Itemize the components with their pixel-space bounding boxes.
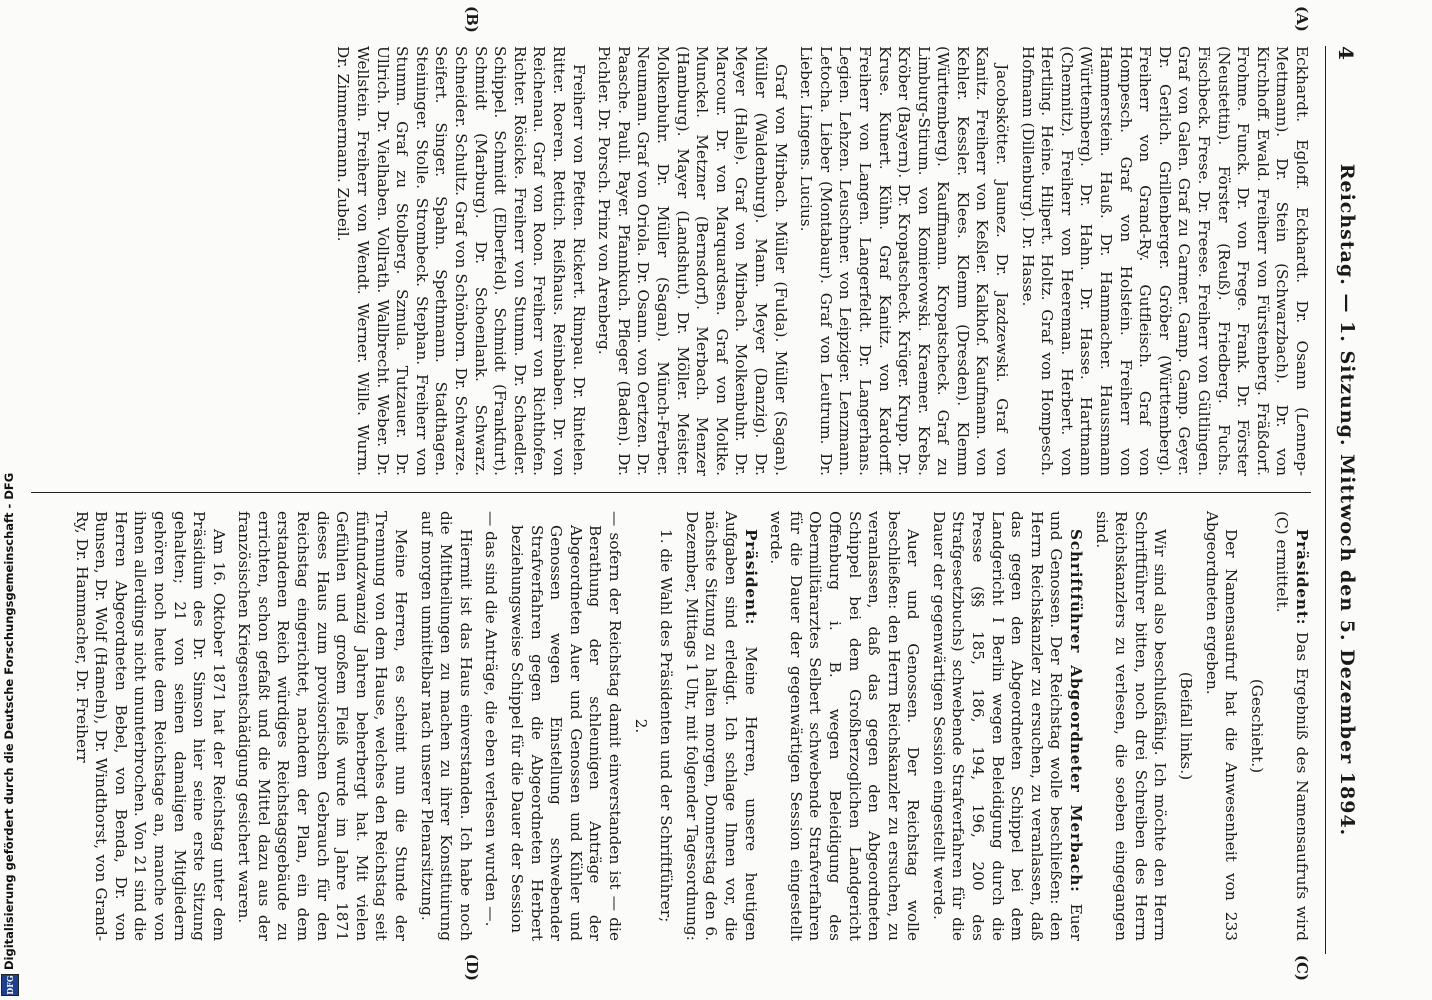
margin-mark-b: (B) — [463, 6, 481, 33]
speaker-label: Schriftführer Abgeordneter Merbach: — [1067, 529, 1086, 893]
speech-paragraph — [928, 511, 1085, 941]
speech-paragraph — [681, 511, 759, 941]
margin-mark-c: (C) — [1293, 954, 1311, 981]
speech-paragraph — [1272, 511, 1311, 941]
speech-text: Auer und Genossen. Der Reichstag wolle beschließen: den Herrn Reichskanzler zu ersuchen, zu veranlassen, daß das gegen den Abgeordneten Schippel bei dem Großherzoglichen Landgericht Offenburg i. B. wegen Beleidigung des Obermilitärarztes Selbert schwebende Strafverfahren für die Dauer der gegenwärtigen Session eingestellt werde. — [767, 511, 923, 941]
name-list-paragraph: Jacobskötter. Jaunez. Dr. Jazdzewski. Graf von Kanitz. Freiherr von Keßler. Kalkhof. Kaufmann. von Kehler. Kessler. Klees. Klemm (Dresden). Klemm (Württemberg). Kauffmann. Kropatscheck. Graf zu Limburg-Stirum. von Komierowski. Kraemer. Krebs. Kröber (Bayern). Dr. Kropatscheck. Krüger. Krupp. Dr. Kruse. Kunert. Kühn. Graf Kanitz. von Kardorff. Freiherr von Langen. Langerfeldt. Dr. Langerhans. Legien. Lehzen. Leuschner. von Leipziger. Lenzmann. Letocha. Lieber (Montabaur). Graf von Leutrum. Dr. Lieber. Lingens. Lucius. — [797, 46, 1012, 476]
agenda-item: 1. die Wahl des Präsidenten und der Schriftführer; — [657, 529, 676, 923]
digitization-footer — [0, 0, 20, 1000]
name-list-paragraph: Graf von Mirbach. Müller (Fulda). Müller (Sagan). Müller (Waldenburg). Mann. Meyer (Danzig). Dr. Meyer (Halle). Graf von Mirbach. Molkenbuhr. Dr. Marcour. Dr. von Marquardsen. Graf von Moltke. Munckel. Metzner (Bernsdorf). Merbach. Menzer (Hamburg). Mayer (Landshut). Dr. Möller. Meister. Molkenbuhr. Dr. Müller (Sagan). Münch-Ferber. Neumann. Graf von Oriola. Dr. Osann. von Oertzen. Dr. Paasche. Pauli. Payer. Pfannkuch. Pfleger (Baden). Dr. Pichler. Dr. Porsch. Prinz von Arenberg. — [595, 46, 790, 476]
speech-text: Meine Herren, unsere heutigen Aufgaben sind erledigt. Ich schlage Ihnen vor, die nächste Sitzung zu halten morgen, Donnerstag den 6. Dezember, Mittags 1 Uhr, mit folgender Tagesordnung: — [682, 511, 760, 941]
speech-text: Der Namensaufruf hat die Anwesenheit von 233 Abgeordneten ergeben. — [1202, 511, 1241, 941]
page-header — [1325, 46, 1360, 954]
speech-text: Meine Herren, es scheint nun die Stunde der Trennung von dem Hause, welches den Reichstag seit fünfundzwanzig Jahren beherbergt hat. Mit vielen Gefühlen und großem Fleiß wurde im Jahre 1871 dieses Haus zum provisorischen Gebrauch für den Reichstag eingerichtet, nachdem der Plan, ein dem erstandenen Reich würdiges Reichstagsgebäude zu errichten, schon gefaßt und die Mittel dazu aus der französischen Kriegsentschädigung gesichert waren. — [235, 511, 411, 941]
speech-text: Wir sind also beschlußfähig. Ich möchte den Herrn Schriftführer bitten, noch drei Schreiben des Herrn Reichskanzlers zu verlesen, die soeben eingegangen sind. — [1092, 511, 1170, 941]
speech-text: Euer und Genossen. Der Reichstag wolle beschließen: den Herrn Reichskanzler zu ersuchen, zu veranlassen, daß das gegen den Abgeordneten Schippel bei dem Landgericht I Berlin wegen Beleidigung durch die Presse (§§ 185, 186, 194, 196, 200 des Strafgesetzbuchs) schwebende Strafverfahren für die Dauer der gegenwärtigen Session eingestellt werde. — [929, 511, 1086, 941]
speech-text: Am 16. Oktober 1871 hat der Reichstag unter dem Präsidium des Dr. Simson hier seine erste Sitzung gehalten; 21 von seinen damaligen Mitgliedern gehören noch heute dem Reichstage an, manche von ihnen allerdings nicht ununterbrochen. Von 21 sind die Herren Abgeordneten Bebel, von Benda, Dr. von Bunsen, Dr. Wolf (Hameln), Dr. Windthorst, von Grand-Ry, Dr. Hammacher, Dr. Freiherr — [72, 511, 228, 941]
stage-direction: (Beifall links.) — [1177, 671, 1196, 781]
speech-text: Hiermit ist das Haus einverstanden. Ich habe noch die Mittheilungen zu machen zu ihrer Konstituirung auf morgen unmittelbar nach unserer Plenarsitzung. — [417, 511, 475, 941]
page-number: 4 — [1334, 46, 1358, 60]
margin-mark-d: (D) — [463, 953, 481, 981]
agenda-note: — das sind die Anträge, die eben verlesen wurden —. — [482, 511, 501, 927]
stage-direction: (Geschieht.) — [1247, 678, 1266, 774]
name-list-paragraph: Eckhardt. Egloff. Eckhardt. Dr. Osann (Lennep-Mettmann). Dr. Stein (Schwarzbach). Dr. von Kirchhoff. Ewald. Freiherr von Fürstenberg. Fräßdorf. Frohme. Funck. Dr. von Frege. Frank. Dr. Förster (Neustettin). Förster (Reuß). Friedberg. Fuchs. Fischbeck. Frese. Dr. Freese. Freiherr von Gültlingen. Graf von Galen. Graf zu Carmer. Gamp. Gamp. Geyer. Dr. Gerlich. Grillenberger. Gröber (Württemberg). Freiherr von Grand-Ry. Gutfleisch. Graf von Hompesch. Graf von Holstein. Freiherr von Hammerstein. Hauß. Dr. Hammacher. Haussmann (Württemberg). Dr. Hahn. Dr. Hasse. Hartmann (Chemnitz). Freiherr von Heereman. Herbert. von Hertling. Heine. Hilpert. Holtz. Graf von Hompesch. Hofmann (Dillenburg). Dr. Hasse. — [1018, 46, 1311, 476]
right-column — [31, 492, 1311, 981]
dfg-logo: DFG — [1, 974, 19, 996]
running-head: Reichstag. — 1. Sitzung. Mittwoch den 5. Dezember 1894. — [1336, 163, 1358, 837]
speaker-label: Präsident: — [741, 529, 760, 626]
left-column — [31, 6, 1311, 492]
agenda-note: — sofern der Reichstag damit einverstanden ist — die Berathung der schleunigen Anträge der Abgeordneten Auer und Genossen und Kühler und Genossen wegen Einstellung schwebender Strafverfahren gegen die Abgeordneten Herbert beziehungsweise Schippel für die Dauer der Session — [508, 511, 624, 941]
digitization-credit: Digitalisierung gefördert durch die Deutsche Forschungsgemeinschaft - DFG — [2, 472, 16, 970]
speech-text: Das Ergebniß des Namensaufrufs wird (C) ermittelt. — [1273, 511, 1311, 941]
name-list-paragraph: Freiherr von Pfetten. Rickert. Rimpau. Dr. Rintelen. Ritter. Roeren. Rettich. Reißhaus. Reinbaben. Dr. von Reichenau. Graf von Roon. Freiherr von Richthofen. Richter. Rösicke. Freiherr von Stumm. Dr. Schaedler. Schippel. Schmidt (Elberfeld). Schmidt (Frankfurt). Schmidt (Marburg). Dr. Schoenlank. Schwarz. Schneider. Schultz. Graf von Schönborn. Dr. Schwarze. Seifert. Singer. Spahn. Spethmann. Stadthagen. Steininger. Stolle. Strombeck. Stephan. Freiherr von Stumm. Graf zu Stolberg. Szmula. Tutzauer. Dr. Ullrich. Dr. Vielhaben. Vollrath. Wallbrecht. Weber. Dr. Wellstein. Freiherr von Wendt. Werner. Wille. Wurm. Dr. Zimmermann. Zubeil. — [334, 46, 588, 476]
margin-mark-a: (A) — [1293, 6, 1311, 32]
text-columns — [31, 6, 1311, 981]
agenda-item: 2. — [631, 718, 650, 734]
speaker-label: Präsident: — [1293, 529, 1311, 626]
